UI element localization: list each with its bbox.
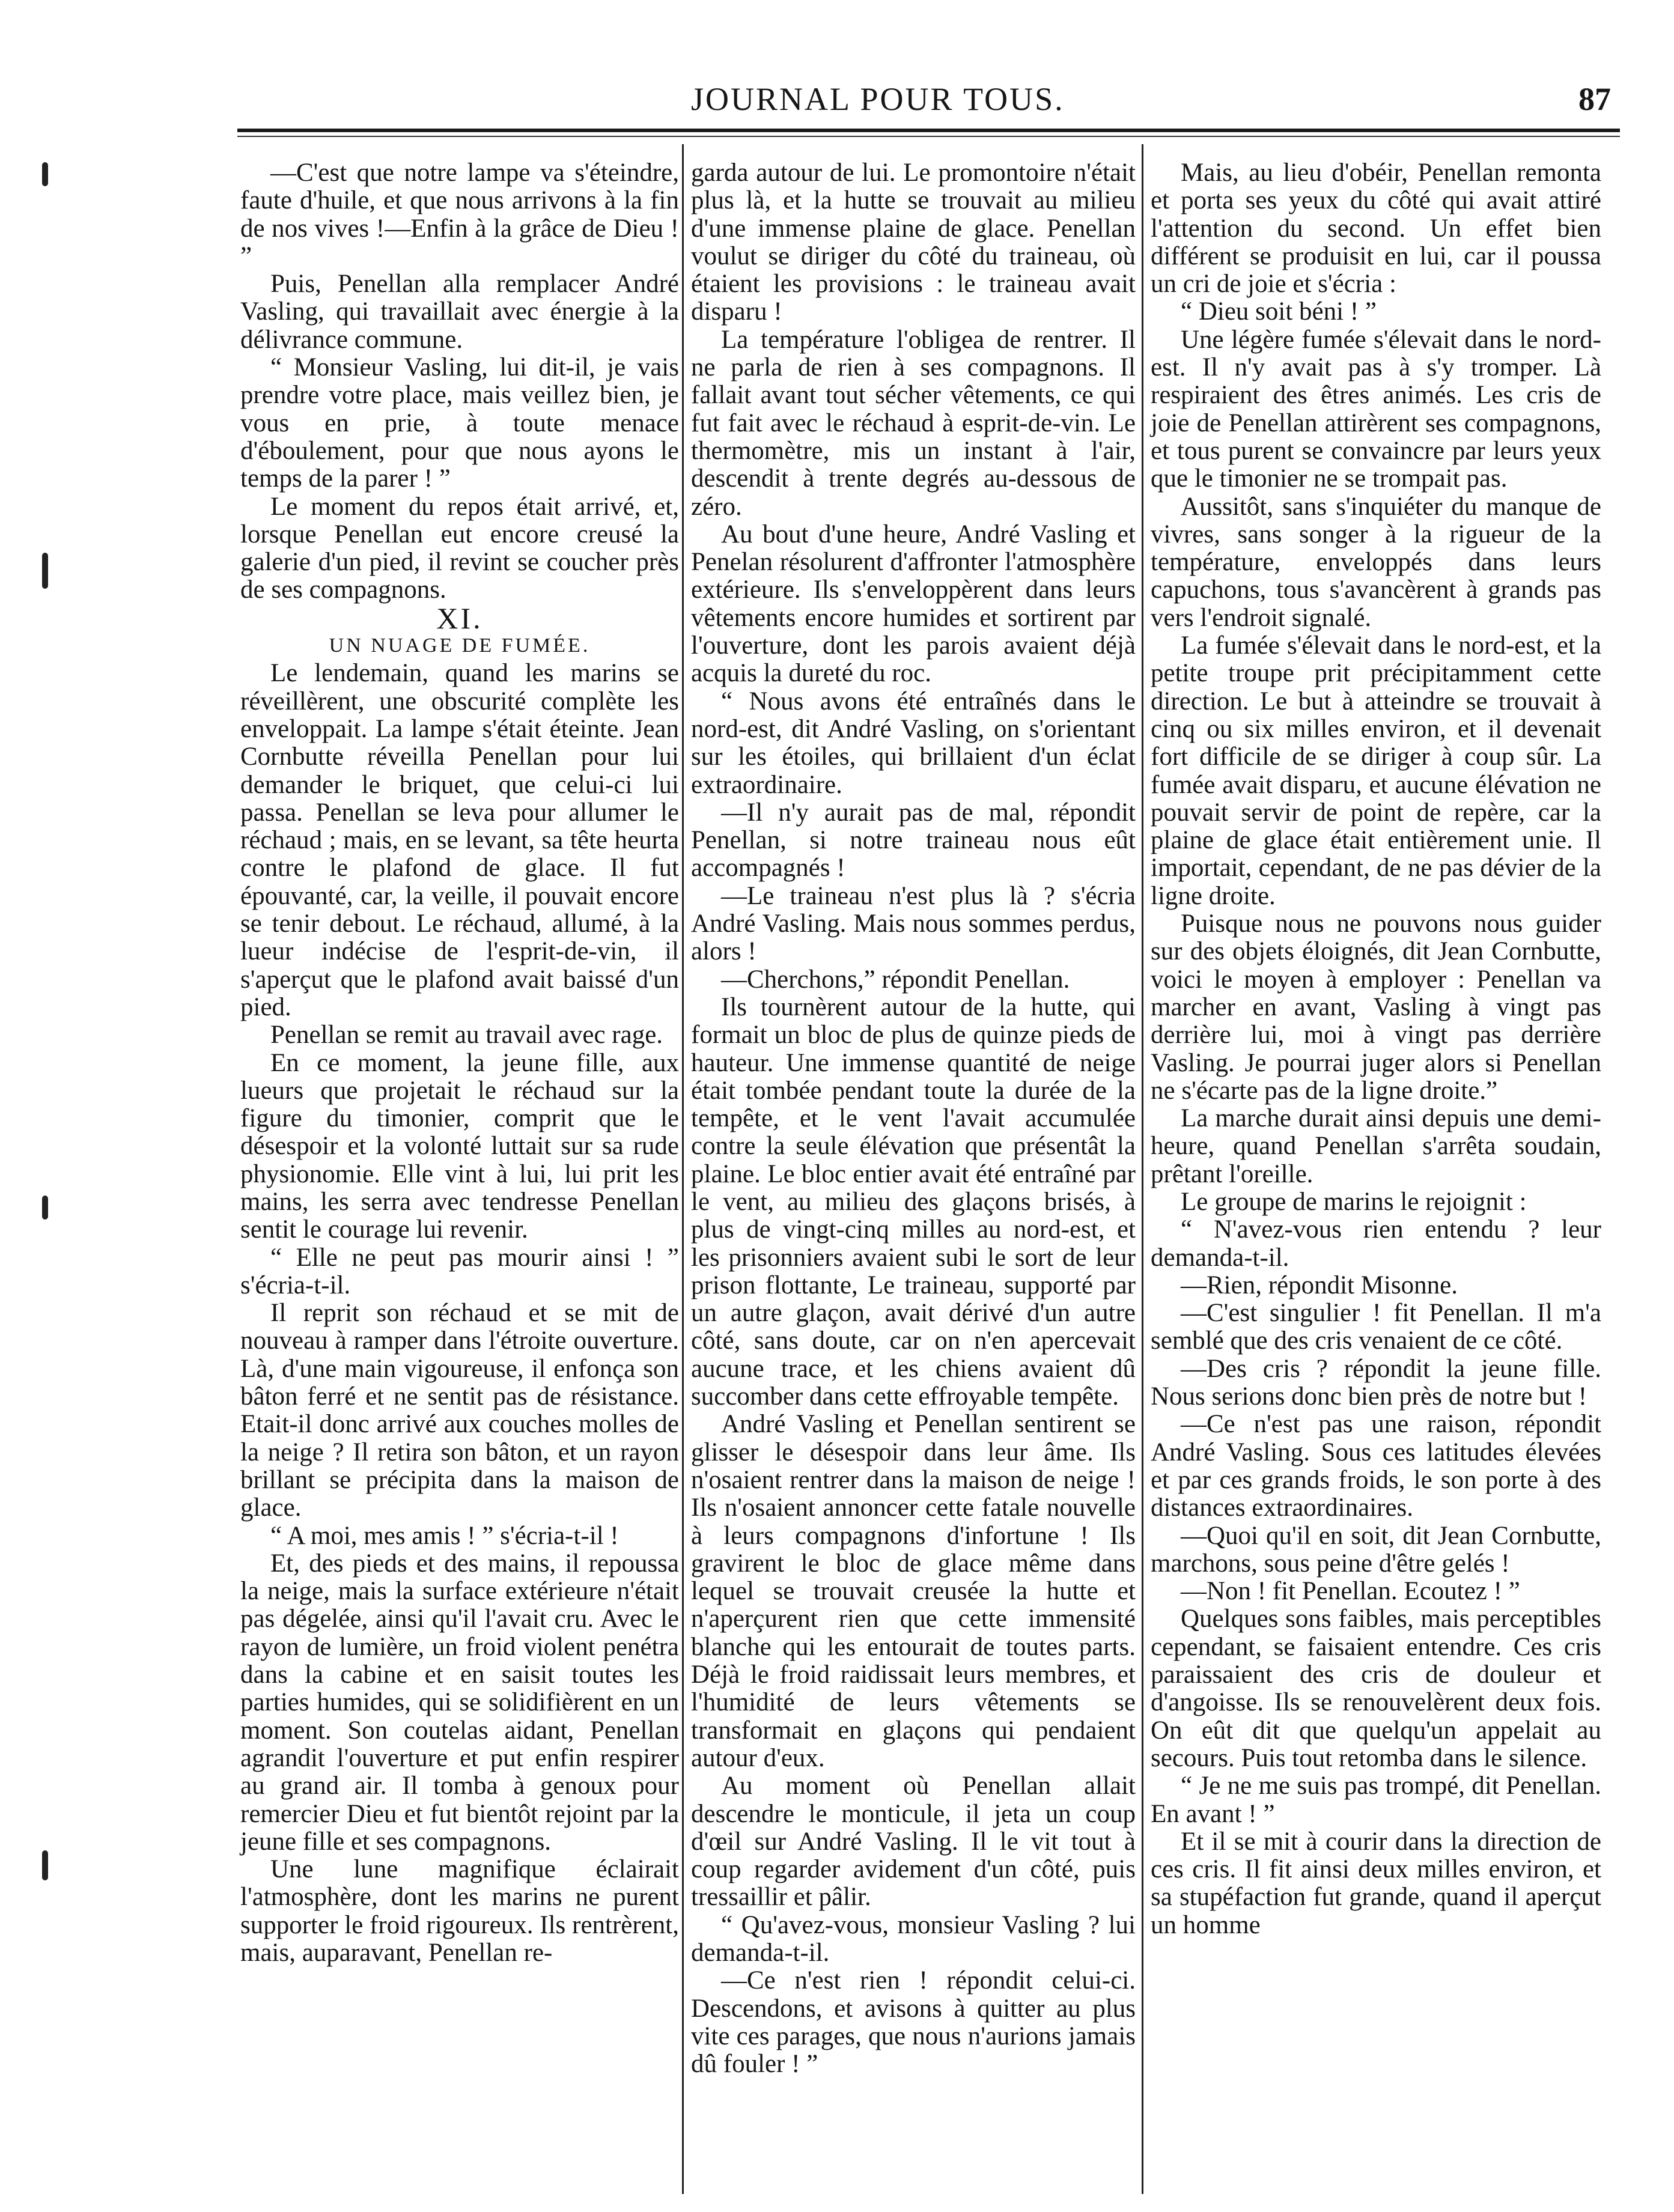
paragraph: Penellan se remit au travail avec rage. <box>270 1021 663 1050</box>
chapter-number: XI. <box>436 601 483 635</box>
paragraph: “ Dieu soit béni ! ” <box>1181 297 1377 326</box>
paragraph: “ Elle ne peut pas mourir ainsi ! ” s'écria-t-il. <box>240 1243 679 1299</box>
paragraph: “ Nous avons été entraînés dans le nord-est, dit André Vasling, on s'orientant sur les étoiles, qui brillaient d'un éclat extraordinaire. <box>691 687 1136 799</box>
paragraph: En ce moment, la jeune fille, aux lueurs que projetait le réchaud sur la figure du timonier, comprit que le désespoir et la volonté luttait sur sa rude physionomie. Elle vint à lui, lui prit les mains, les serra avec tendresse Penellan sentit le courage lui revenir. <box>240 1048 679 1244</box>
paragraph: —Ce n'est pas une raison, répondit André Vasling. Sous ces latitudes élevées et par ces grands froids, le son porte à des distances extraordinaires. <box>1151 1410 1601 1522</box>
paragraph: Et il se mit à courir dans la direction de ces cris. Il fit ainsi deux milles environ, et sa stupéfaction fut grande, quand il aperçut un homme <box>1151 1827 1601 1939</box>
paragraph: “ Qu'avez-vous, monsieur Vasling ? lui demanda-t-il. <box>691 1910 1136 1967</box>
paragraph: Au bout d'une heure, André Vasling et Penelan résolurent d'affronter l'atmosphère extérieure. Ils s'enveloppèrent dans leurs vêtements encore humides et sortirent par l'ouverture, dont les parois avaient déjà acquis la dureté du roc. <box>691 520 1136 688</box>
paragraph: —Rien, répondit Misonne. <box>1181 1271 1458 1299</box>
paragraph: Mais, au lieu d'obéir, Penellan remonta et porta ses yeux du côté qui avait attiré l'attention du second. Un effet bien différent se produisit en lui, car il poussa un cri de joie et s'écria : <box>1151 159 1601 299</box>
paragraph: —Il n'y aurait pas de mal, répondit Penellan, si notre traineau nous eût accompagnés ! <box>691 798 1136 883</box>
binding-mark <box>42 162 48 186</box>
paragraph: “ Je ne me suis pas trompé, dit Penellan. En avant ! ” <box>1151 1772 1601 1828</box>
column-divider <box>1142 144 1143 2194</box>
binding-mark <box>42 1196 48 1220</box>
paragraph: La température l'obligea de rentrer. Il ne parla de rien à ses compagnons. Il fallait avant tout sécher vêtements, ce qui fut fait avec le réchaud à esprit-de-vin. Le thermomètre, mis un instant à l'air, descendit à trente degrés au-dessous de zéro. <box>691 325 1136 521</box>
paragraph: Puis, Penellan alla remplacer André Vasling, qui travaillait avec énergie à la délivrance commune. <box>240 270 679 354</box>
paragraph: —Le traineau n'est plus là ? s'écria André Vasling. Mais nous sommes perdus, alors ! <box>691 881 1136 966</box>
paragraph: —Cherchons,” répondit Penellan. <box>721 965 1070 994</box>
text-column-1 <box>240 159 679 1967</box>
paragraph: Ils tournèrent autour de la hutte, qui formait un bloc de plus de quinze pieds de hauteur. Une immense quantité de neige était tombée pendant toute la durée de la tempête, et le vent l'avait accumulée contre la seule élévation que présentât la plaine. Le bloc entier avait été entraîné par le vent, au milieu des glaçons brisés, à plus de vingt-cinq milles au nord-est, et les prisonniers avaient subi le sort de leur prison flottante, Le traineau, supporté par un autre glaçon, avait dérivé d'un autre côté, sans doute, car on n'en apercevait aucune trace, et les chiens avaient dû succomber dans cette effroyable tempête. <box>691 992 1136 1411</box>
text-column-2 <box>691 159 1136 2078</box>
header-rule <box>237 129 1620 132</box>
binding-mark <box>42 553 48 589</box>
binding-mark <box>42 1850 48 1880</box>
paragraph: Puisque nous ne pouvons nous guider sur des objets éloignés, dit Jean Cornbutte, voici le moyen à employer : Penellan va marcher en avant, Vasling à vingt pas derrière lui, moi à vingt pas derrière Vasling. Je pourrai juger alors si Penellan ne s'écarte pas de la ligne droite.” <box>1151 910 1601 1105</box>
paragraph: Une légère fumée s'élevait dans le nord-est. Il n'y avait pas à s'y tromper. Là respiraient des êtres animés. Les cris de joie de Penellan attirèrent ses compagnons, et tous purent se convaincre par leurs yeux que le timonier ne se trompait pas. <box>1151 325 1601 493</box>
paragraph: garda autour de lui. Le promontoire n'était plus là, et la hutte se trouvait au milieu d'une immense plaine de glace. Penellan voulut se diriger du côté du traineau, où étaient les provisions : le traineau avait disparu ! <box>691 159 1136 326</box>
paragraph: André Vasling et Penellan sentirent se glisser le désespoir dans leur âme. Ils n'osaient rentrer dans la maison de neige ! Ils n'osaient annoncer cette fatale nouvelle à leurs compagnons d'infortune ! Ils gravirent le bloc de glace même dans lequel se trouvait creusée la hutte et n'aperçurent rien que cette immensité blanche qui les entourait de toutes parts. Déjà le froid raidissait leurs membres, et l'humidité de leurs vêtements se transformait en glaçons qui pendaient autour d'eux. <box>691 1410 1136 1772</box>
running-header <box>0 75 1674 123</box>
column-divider <box>682 144 684 2194</box>
page-number: 87 <box>1578 81 1611 117</box>
paragraph: Quelques sons faibles, mais perceptibles cependant, se faisaient entendre. Ces cris paraissaient des cris de douleur et d'angoisse. Ils se renouvelèrent deux fois. On eût dit que quelqu'un appelait au secours. Puis tout retomba dans le silence. <box>1151 1605 1601 1772</box>
paragraph: “ N'avez-vous rien entendu ? leur demanda-t-il. <box>1151 1215 1601 1272</box>
text-column-3 <box>1151 159 1601 1939</box>
journal-title: JOURNAL POUR TOUS. <box>691 81 1065 117</box>
paragraph: Une lune magnifique éclairait l'atmosphère, dont les marins ne purent supporter le froid rigoureux. Ils rentrèrent, mais, auparavant, Penellan re- <box>240 1855 679 1967</box>
paragraph: Et, des pieds et des mains, il repoussa la neige, mais la surface extérieure n'était pas dégelée, ainsi qu'il l'avait cru. Avec le rayon de lumière, un froid violent penétra dans la cabine et en saisit toutes les parties humides, qui se solidifièrent en un moment. Son coutelas aidant, Penellan agrandit l'ouverture et put enfin respirer au grand air. Il tomba à genoux pour remercier Dieu et fut bientôt rejoint par la jeune fille et ses compagnons. <box>240 1549 679 1856</box>
paragraph: —Non ! fit Penellan. Ecoutez ! ” <box>1181 1577 1520 1606</box>
paragraph: —Des cris ? répondit la jeune fille. Nous serions donc bien près de notre but ! <box>1151 1354 1601 1411</box>
paragraph: —Quoi qu'il en soit, dit Jean Cornbutte, marchons, sous peine d'être gelés ! <box>1151 1521 1601 1578</box>
paragraph: —C'est que notre lampe va s'éteindre, faute d'huile, et que nous arrivons à la fin de nos vives !—Enfin à la grâce de Dieu ! ” <box>240 159 679 270</box>
paragraph: La marche durait ainsi depuis une demi-heure, quand Penellan s'arrêta soudain, prêtant l'oreille. <box>1151 1104 1601 1188</box>
paragraph: Le groupe de marins le rejoignit : <box>1181 1187 1527 1216</box>
paragraph: “ Monsieur Vasling, lui dit-il, je vais prendre votre place, mais veillez bien, je vous en prie, à toute menace d'éboulement, pour que nous ayons le temps de la parer ! ” <box>240 353 679 493</box>
paragraph: La fumée s'élevait dans le nord-est, et la petite troupe prit précipitamment cette direction. Le but à atteindre se trouvait à cinq ou six milles environ, et il devenait fort difficile de se diriger à coup sûr. La fumée avait disparu, et aucune élévation ne pouvait servir de point de repère, car la plaine de glace était entièrement unie. Il importait, cependant, de ne pas dévier de la ligne droite. <box>1151 631 1601 910</box>
paragraph: Le lendemain, quand les marins se réveillèrent, une obscurité complète les enveloppait. La lampe s'était éteinte. Jean Cornbutte réveilla Penellan pour lui demander le briquet, que celui-ci lui passa. Penellan se leva pour allumer le réchaud ; mais, en se levant, sa tête heurta contre le plafond de glace. Il fut épouvanté, car, la veille, il pouvait encore se tenir debout. Le réchaud, allumé, à la lueur indécise de l'esprit-de-vin, il s'aperçut que le plafond avait baissé d'un pied. <box>240 659 679 1021</box>
paragraph: Le moment du repos était arrivé, et, lorsque Penellan eut encore creusé la galerie d'un pied, il revint se coucher près de ses compagnons. <box>240 492 679 604</box>
paragraph: —Ce n'est rien ! répondit celui-ci. Descendons, et avisons à quitter au plus vite ces parages, que nous n'aurions jamais dû fouler ! ” <box>691 1966 1136 2079</box>
paragraph: Il reprit son réchaud et se mit de nouveau à ramper dans l'étroite ouverture. Là, d'une main vigoureuse, il enfonça son bâton ferré et ne sentit pas de résistance. Etait-il donc arrivé aux couches molles de la neige ? Il retira son bâton, et un rayon brillant se précipita dans la maison de glace. <box>240 1299 679 1522</box>
paragraph: —C'est singulier ! fit Penellan. Il m'a semblé que des cris venaient de ce côté. <box>1151 1299 1601 1355</box>
paragraph: “ A moi, mes amis ! ” s'écria-t-il ! <box>270 1521 619 1550</box>
header-rule-thin <box>237 136 1620 137</box>
chapter-title: UN NUAGE DE FUMÉE. <box>329 634 591 657</box>
paragraph: Aussitôt, sans s'inquiéter du manque de vivres, sans songer à la rigueur de la température, enveloppés dans leurs capuchons, tous s'avancèrent à grands pas vers l'endroit signalé. <box>1151 492 1601 632</box>
paragraph: Au moment où Penellan allait descendre le monticule, il jeta un coup d'œil sur André Vasling. Il le vit tout à coup regarder avidement d'un côté, puis tressaillir et pâlir. <box>691 1772 1136 1912</box>
